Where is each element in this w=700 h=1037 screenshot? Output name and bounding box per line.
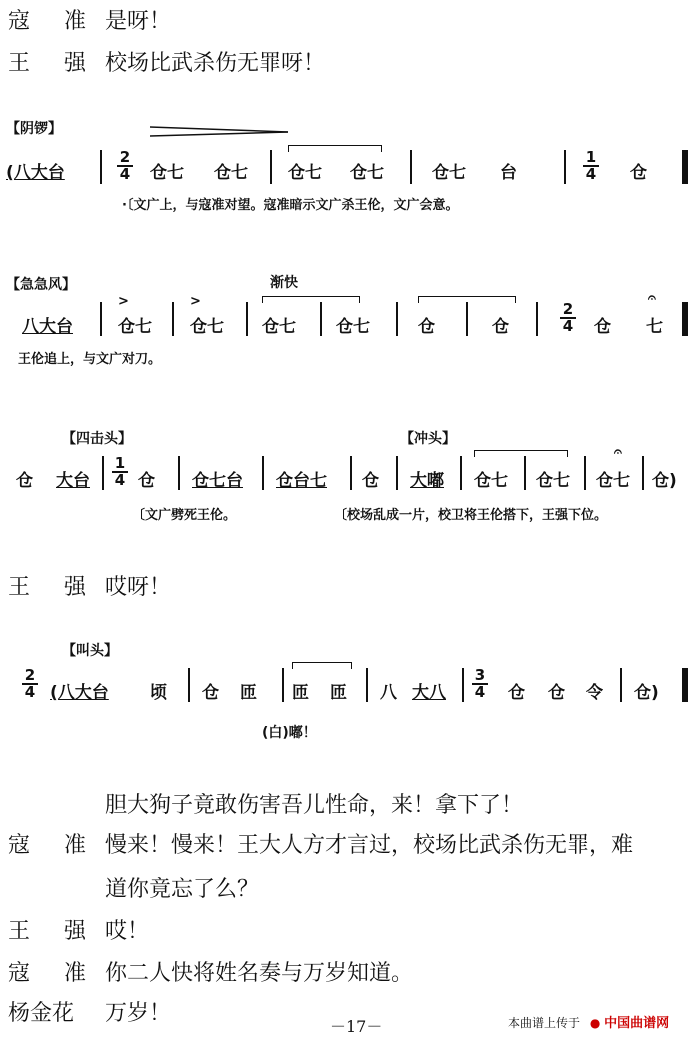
notation-cell: 大八 bbox=[412, 683, 446, 703]
ts-bottom: 4 bbox=[472, 683, 488, 700]
ts-bottom: 4 bbox=[117, 165, 133, 182]
notation-row bbox=[0, 150, 700, 190]
notation-cell: 匝 bbox=[240, 683, 257, 703]
time-signature bbox=[117, 150, 133, 182]
speaker-name: 寇 准 bbox=[8, 961, 93, 986]
notation-cell: 仓) bbox=[652, 471, 677, 491]
time-signature bbox=[22, 668, 38, 700]
section-label: 【急急风】 bbox=[6, 277, 76, 293]
notation-cell: 仓 bbox=[492, 317, 509, 337]
time-signature bbox=[112, 456, 128, 488]
tie-bracket bbox=[292, 662, 352, 669]
ts-top: 2 bbox=[24, 666, 36, 684]
time-signature bbox=[583, 150, 599, 182]
ts-bottom: 4 bbox=[560, 317, 576, 334]
barline bbox=[262, 456, 264, 490]
notation-cell: 仓七 bbox=[474, 471, 508, 491]
tie-bracket bbox=[288, 145, 382, 152]
notation-cell: 大台 bbox=[56, 471, 90, 491]
dialogue-text: 慢来！慢来！王大人方才言过，校场比武杀伤无罪，难 bbox=[105, 833, 634, 858]
speaker-name: 王 强 bbox=[8, 51, 93, 76]
time-signature bbox=[472, 668, 488, 700]
dialogue-line bbox=[8, 828, 634, 859]
tempo-marking: 渐快 bbox=[270, 275, 298, 291]
dialogue-text: 哎呀！ bbox=[105, 575, 172, 600]
fermata-icon: 𝄐 bbox=[648, 290, 656, 306]
notation-cell: 仓 bbox=[202, 683, 219, 703]
notation-row bbox=[0, 290, 700, 342]
barline bbox=[536, 302, 538, 336]
dialogue-text: 万岁！ bbox=[105, 1001, 172, 1026]
section-label: 【叫头】 bbox=[62, 643, 118, 659]
speaker-name: 寇 准 bbox=[8, 833, 93, 858]
notation-cell: 仓七 bbox=[150, 163, 184, 183]
barline bbox=[620, 668, 622, 702]
speaker-name: 王 强 bbox=[8, 575, 93, 600]
barline bbox=[460, 456, 462, 490]
notation-row bbox=[0, 444, 700, 496]
tie-bracket bbox=[474, 450, 568, 457]
barline bbox=[564, 150, 566, 184]
stage-direction: 〔校场乱成一片，校卫将王伦搭下，王强下位。 bbox=[334, 508, 608, 523]
dialogue-text: 胆大狗子竟敢伤害吾儿性命，来！拿下了！ bbox=[105, 793, 524, 818]
notation-cell: 匝 bbox=[292, 683, 309, 703]
ts-top: 2 bbox=[562, 300, 574, 318]
end-barline bbox=[682, 150, 688, 184]
page-number: －17－ bbox=[330, 1017, 383, 1036]
notation-cell: 仓 bbox=[138, 471, 155, 491]
tie-bracket bbox=[262, 296, 360, 303]
notation-cell: 仓七 bbox=[262, 317, 296, 337]
end-barline bbox=[682, 302, 688, 336]
barline bbox=[100, 150, 102, 184]
accent-mark: > bbox=[118, 294, 129, 309]
dialogue-text: 是呀！ bbox=[105, 9, 172, 34]
barline bbox=[462, 668, 464, 702]
fermata-icon: 𝄐 bbox=[614, 444, 622, 460]
barline bbox=[410, 150, 412, 184]
ts-top: 1 bbox=[585, 148, 597, 166]
notation-cell: 仓七 bbox=[190, 317, 224, 337]
barline bbox=[524, 456, 526, 490]
end-barline bbox=[682, 668, 688, 702]
barline bbox=[282, 668, 284, 702]
barline bbox=[188, 668, 190, 702]
notation-cell: 仓七 bbox=[118, 317, 152, 337]
notation-cell: 仓 bbox=[362, 471, 379, 491]
notation-cell: 七 bbox=[646, 317, 663, 337]
barline bbox=[396, 302, 398, 336]
barline bbox=[100, 302, 102, 336]
ts-bottom: 4 bbox=[112, 471, 128, 488]
ts-top: 1 bbox=[114, 454, 126, 472]
tie-bracket bbox=[418, 296, 516, 303]
spoken-cue: (白)嘟！ bbox=[262, 725, 317, 741]
dialogue-line bbox=[8, 996, 172, 1027]
barline bbox=[172, 302, 174, 336]
watermark bbox=[508, 1012, 669, 1031]
barline bbox=[466, 302, 468, 336]
section-label: 【阴锣】 bbox=[6, 121, 62, 137]
notation-cell: 仓七 bbox=[596, 471, 630, 491]
accent-mark: > bbox=[190, 294, 201, 309]
stage-direction: 王伦追上，与文广对刀。 bbox=[18, 352, 162, 367]
speaker-name: 杨金花 bbox=[8, 1001, 75, 1026]
barline bbox=[178, 456, 180, 490]
barline bbox=[642, 456, 644, 490]
ts-bottom: 4 bbox=[22, 683, 38, 700]
notation-cell: 八 bbox=[380, 683, 397, 703]
speaker-name: 王 强 bbox=[8, 919, 93, 944]
section-label: 【冲头】 bbox=[400, 431, 456, 447]
notation-cell: 仓 bbox=[594, 317, 611, 337]
notation-cell: 仓七 bbox=[336, 317, 370, 337]
notation-cell: 仓七 bbox=[432, 163, 466, 183]
notation-cell: 八大台 bbox=[22, 317, 73, 337]
barline bbox=[246, 302, 248, 336]
notation-cell: 仓 bbox=[16, 471, 33, 491]
notation-cell: (八大台 bbox=[6, 163, 65, 183]
notation-cell: 匝 bbox=[330, 683, 347, 703]
ts-bottom: 4 bbox=[583, 165, 599, 182]
barline bbox=[366, 668, 368, 702]
barline bbox=[270, 150, 272, 184]
site-logo-icon: ● bbox=[589, 1016, 601, 1030]
notation-cell: 仓 bbox=[418, 317, 435, 337]
dialogue-line bbox=[8, 914, 150, 945]
barline bbox=[350, 456, 352, 490]
notation-cell: 令 bbox=[586, 683, 603, 703]
upload-text: 本曲谱上传于 bbox=[508, 1016, 581, 1030]
notation-cell: 仓七 bbox=[350, 163, 384, 183]
stage-direction: ·〔文广上，与寇准对望。寇准暗示文广杀王伦，文广会意。 bbox=[122, 198, 459, 213]
notation-cell: 仓七台 bbox=[192, 471, 243, 491]
speaker-name: 寇 准 bbox=[8, 9, 93, 34]
notation-cell: 仓七 bbox=[214, 163, 248, 183]
ts-top: 3 bbox=[474, 666, 486, 684]
notation-cell: 仓七 bbox=[288, 163, 322, 183]
time-signature bbox=[560, 302, 576, 334]
dialogue-line bbox=[8, 46, 326, 77]
dialogue-text: 校场比武杀伤无罪呀！ bbox=[105, 51, 326, 76]
stage-direction: 〔文广劈死王伦。 bbox=[132, 508, 237, 523]
barline bbox=[584, 456, 586, 490]
barline bbox=[320, 302, 322, 336]
dialogue-line bbox=[8, 570, 172, 601]
dialogue-text: 哎！ bbox=[105, 919, 150, 944]
site-name: 中国曲谱网 bbox=[604, 1016, 670, 1031]
notation-row bbox=[0, 668, 700, 708]
barline bbox=[396, 456, 398, 490]
section-label: 【四击头】 bbox=[62, 431, 132, 447]
notation-cell: 仓七 bbox=[536, 471, 570, 491]
dialogue-text: 道你竟忘了么？ bbox=[105, 877, 260, 902]
crescendo-mark bbox=[150, 124, 290, 138]
ts-top: 2 bbox=[119, 148, 131, 166]
notation-cell: 仓台七 bbox=[276, 471, 327, 491]
dialogue-text: 你二人快将姓名奏与万岁知道。 bbox=[105, 961, 414, 986]
notation-cell: 大嘟 bbox=[410, 471, 444, 491]
barline bbox=[102, 456, 104, 490]
notation-cell: 顷 bbox=[150, 683, 167, 703]
notation-cell: 仓 bbox=[548, 683, 565, 703]
notation-cell: (八大台 bbox=[50, 683, 109, 703]
dialogue-line bbox=[8, 956, 414, 987]
notation-cell: 仓) bbox=[634, 683, 659, 703]
notation-cell: 仓 bbox=[630, 163, 647, 183]
notation-cell: 台 bbox=[500, 163, 517, 183]
dialogue-line bbox=[8, 4, 172, 35]
notation-cell: 仓 bbox=[508, 683, 525, 703]
